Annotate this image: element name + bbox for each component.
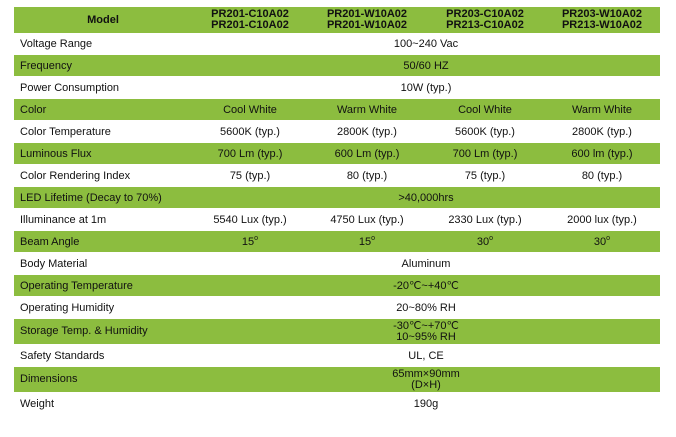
row-cell: 700 Lm (typ.) (192, 143, 308, 165)
row-cell: 75 (typ.) (192, 165, 308, 187)
row-beam-angle (14, 231, 660, 253)
row-cell: 2800K (typ.) (544, 121, 660, 143)
row-storage (14, 319, 660, 345)
row-label: Weight (14, 393, 192, 415)
spec-table (14, 7, 660, 414)
row-cell: 5600K (typ.) (426, 121, 544, 143)
row-label: Color (14, 99, 192, 121)
row-label: Dimensions (14, 367, 192, 393)
row-cell: Cool White (192, 99, 308, 121)
row-cell: 600 lm (typ.) (544, 143, 660, 165)
row-value: UL, CE (192, 345, 660, 367)
header-label: Model (14, 7, 192, 33)
row-cell: Warm White (308, 99, 426, 121)
row-label: Color Temperature (14, 121, 192, 143)
row-cell: Cool White (426, 99, 544, 121)
row-color-temperature (14, 121, 660, 143)
row-cri (14, 165, 660, 187)
row-label: Voltage Range (14, 33, 192, 55)
model-col-1: PR201-C10A02 PR201-C10A02 (192, 7, 308, 33)
row-cell: 15$^o$ (308, 231, 426, 253)
row-cell: 30$^o$ (544, 231, 660, 253)
row-value: -20℃~+40℃ (192, 275, 660, 297)
model-col-2: PR201-W10A02 PR201-W10A02 (308, 7, 426, 33)
row-cell: 80 (typ.) (308, 165, 426, 187)
row-value: >40,000hrs (192, 187, 660, 209)
row-label: Operating Temperature (14, 275, 192, 297)
model-col-4: PR203-W10A02 PR213-W10A02 (544, 7, 660, 33)
row-led-lifetime (14, 187, 660, 209)
row-safety-standards (14, 345, 660, 367)
row-value: 50/60 HZ (192, 55, 660, 77)
row-label: Beam Angle (14, 231, 192, 253)
row-label: Storage Temp. & Humidity (14, 319, 192, 345)
row-value: 10W (typ.) (192, 77, 660, 99)
row-label: LED Lifetime (Decay to 70%) (14, 187, 192, 209)
row-operating-temperature (14, 275, 660, 297)
row-cell: Warm White (544, 99, 660, 121)
row-cell: 5600K (typ.) (192, 121, 308, 143)
row-color (14, 99, 660, 121)
row-power (14, 77, 660, 99)
row-value: 190g (192, 393, 660, 415)
row-value: 20~80% RH (192, 297, 660, 319)
row-value: 65mm×90mm (D×H) (192, 367, 660, 393)
row-label: Safety Standards (14, 345, 192, 367)
row-cell: 700 Lm (typ.) (426, 143, 544, 165)
row-frequency (14, 55, 660, 77)
row-label: Luminous Flux (14, 143, 192, 165)
row-label: Frequency (14, 55, 192, 77)
header-row (14, 7, 660, 33)
row-illuminance (14, 209, 660, 231)
row-cell: 2000 lux (typ.) (544, 209, 660, 231)
row-body-material (14, 253, 660, 275)
row-label: Illuminance at 1m (14, 209, 192, 231)
row-voltage (14, 33, 660, 55)
row-cell: 600 Lm (typ.) (308, 143, 426, 165)
row-cell: 4750 Lux (typ.) (308, 209, 426, 231)
row-cell: 5540 Lux (typ.) (192, 209, 308, 231)
model-col-3: PR203-C10A02 PR213-C10A02 (426, 7, 544, 33)
row-label: Color Rendering Index (14, 165, 192, 187)
row-weight (14, 393, 660, 415)
row-luminous-flux (14, 143, 660, 165)
row-dimensions (14, 367, 660, 393)
row-cell: 80 (typ.) (544, 165, 660, 187)
spec-table-container (14, 7, 660, 414)
row-label: Power Consumption (14, 77, 192, 99)
row-cell: 15$^o$ (192, 231, 308, 253)
row-value: Aluminum (192, 253, 660, 275)
row-cell: 2330 Lux (typ.) (426, 209, 544, 231)
row-value: 100~240 Vac (192, 33, 660, 55)
row-operating-humidity (14, 297, 660, 319)
row-cell: 75 (typ.) (426, 165, 544, 187)
row-value: -30℃~+70℃ 10~95% RH (192, 319, 660, 345)
row-label: Body Material (14, 253, 192, 275)
row-label: Operating Humidity (14, 297, 192, 319)
row-cell: 2800K (typ.) (308, 121, 426, 143)
row-cell: 30$^o$ (426, 231, 544, 253)
